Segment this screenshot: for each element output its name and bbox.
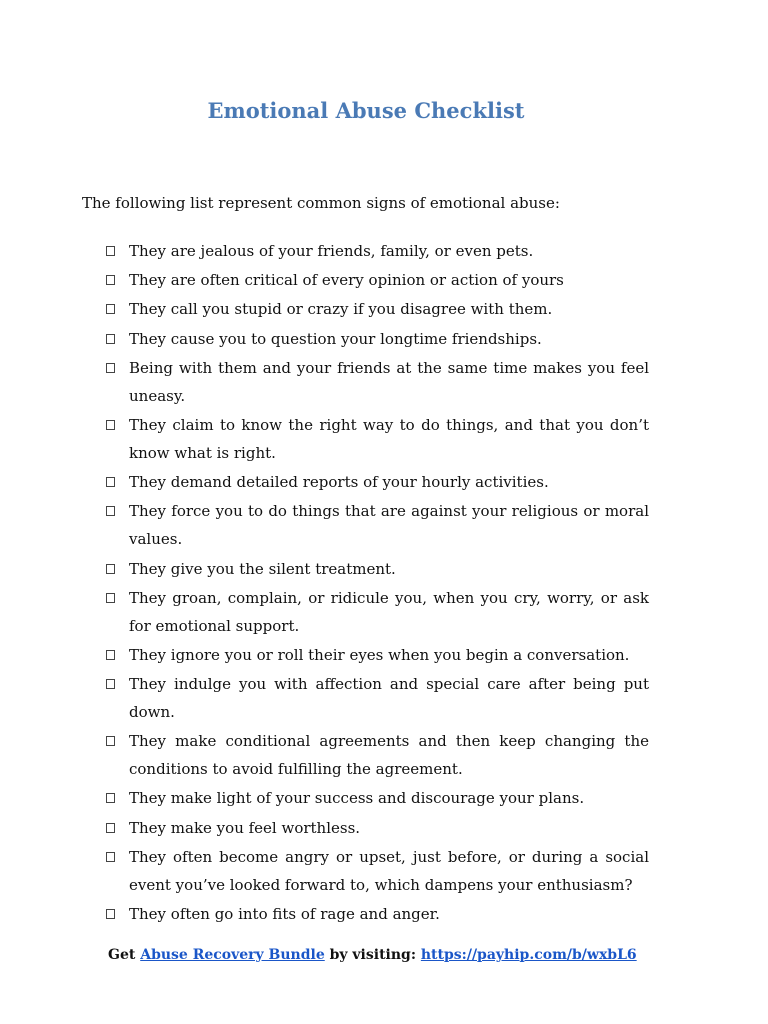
checkbox-icon[interactable] bbox=[106, 477, 115, 487]
item-text: They give you the silent treatment. bbox=[129, 559, 396, 578]
checkbox-icon[interactable] bbox=[106, 246, 115, 256]
checkbox-icon[interactable] bbox=[106, 363, 115, 373]
page-title: Emotional Abuse Checklist bbox=[207, 98, 525, 123]
checkbox-icon[interactable] bbox=[106, 304, 115, 314]
item-text: They call you stupid or crazy if you disagree with them. bbox=[129, 300, 553, 319]
list-item bbox=[106, 584, 649, 640]
item-text: They demand detailed reports of your hourly activities. bbox=[129, 473, 549, 492]
item-text: They often go into fits of rage and anger. bbox=[129, 905, 440, 923]
list-item bbox=[106, 266, 649, 294]
list-item bbox=[106, 727, 649, 783]
footer-middle: by visiting: bbox=[329, 947, 416, 963]
item-text: They indulge you with affection and special care after being put down. bbox=[129, 675, 649, 722]
checkbox-icon[interactable] bbox=[106, 564, 115, 574]
list-item bbox=[106, 900, 649, 928]
intro-text: The following list represent common signs of emotional abuse: bbox=[82, 194, 560, 212]
item-text: They cause you to question your longtime friendships. bbox=[129, 329, 542, 348]
item-text: They are often critical of every opinion or action of yours bbox=[129, 271, 564, 290]
item-text: They ignore you or roll their eyes when you begin a conversation. bbox=[129, 645, 630, 664]
item-text: Being with them and your friends at the same time makes you feel uneasy. bbox=[129, 358, 649, 405]
item-text: They often become angry or upset, just before, or during a social event you’ve looked forward to, which dampens your enthusiasm? bbox=[129, 847, 649, 894]
item-text: They groan, complain, or ridicule you, when you cry, worry, or ask for emotional support. bbox=[129, 588, 649, 635]
list-item bbox=[106, 784, 649, 812]
checkbox-icon[interactable] bbox=[106, 679, 115, 689]
checklist bbox=[106, 237, 649, 929]
checkbox-icon[interactable] bbox=[106, 823, 115, 833]
list-item bbox=[106, 325, 649, 353]
list-item bbox=[106, 814, 649, 842]
checkbox-icon[interactable] bbox=[106, 909, 115, 919]
checkbox-icon[interactable] bbox=[106, 506, 115, 516]
checkbox-icon[interactable] bbox=[106, 275, 115, 285]
checkbox-icon[interactable] bbox=[106, 334, 115, 344]
item-text: They force you to do things that are against your religious or moral values. bbox=[129, 502, 649, 549]
checkbox-icon[interactable] bbox=[106, 736, 115, 746]
list-item bbox=[106, 641, 649, 669]
item-text: They claim to know the right way to do things, and that you don’t know what is right. bbox=[129, 415, 649, 462]
list-item bbox=[106, 497, 649, 553]
item-text: They make you feel worthless. bbox=[129, 818, 361, 837]
list-item bbox=[106, 411, 649, 467]
item-text: They make conditional agreements and then keep changing the conditions to avoid fulfilling the agreement. bbox=[129, 732, 649, 779]
item-text: They make light of your success and discourage your plans. bbox=[129, 789, 585, 808]
checkbox-icon[interactable] bbox=[106, 650, 115, 660]
item-text: They are jealous of your friends, family, or even pets. bbox=[129, 242, 534, 260]
list-item bbox=[106, 468, 649, 496]
list-item bbox=[106, 354, 649, 410]
list-item bbox=[106, 843, 649, 899]
checkbox-icon[interactable] bbox=[106, 593, 115, 603]
list-item bbox=[106, 295, 649, 323]
footer-promo bbox=[108, 947, 637, 963]
checkbox-icon[interactable] bbox=[106, 852, 115, 862]
list-item bbox=[106, 555, 649, 583]
list-item bbox=[106, 237, 649, 265]
bundle-link[interactable]: Abuse Recovery Bundle bbox=[140, 947, 325, 963]
checkbox-icon[interactable] bbox=[106, 793, 115, 803]
footer-prefix: Get bbox=[108, 947, 136, 963]
checkbox-icon[interactable] bbox=[106, 420, 115, 430]
list-item bbox=[106, 670, 649, 726]
payhip-url-link[interactable]: https://payhip.com/b/wxbL6 bbox=[420, 947, 637, 963]
